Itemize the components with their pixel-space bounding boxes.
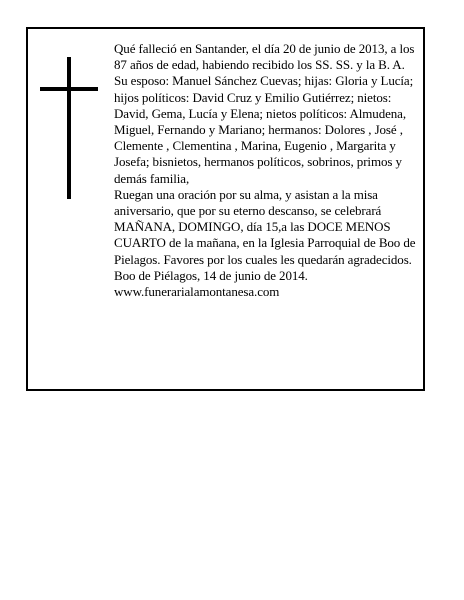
place-date-line: Boo de Piélagos, 14 de junio de 2014.	[114, 267, 308, 283]
death-announcement: Qué falleció en Santander, el día 20 de junio de 2013, a los 87 años de edad, habiendo recibido los SS. SS. y la B. A.	[114, 41, 415, 73]
funeral-home-website: www.funerarialamontanesa.com	[114, 284, 280, 300]
cross-vertical-bar	[67, 57, 71, 199]
notice-text	[114, 41, 420, 300]
obituary-notice	[26, 27, 425, 391]
cross-icon	[40, 57, 98, 199]
mass-invitation: Ruegan una oración por su alma, y asistan a la misa aniversario, que por su eterno descanso, se celebrará MAÑANA, DOMINGO, día 15,a las DOCE MENOS CUARTO de la mañana, en la Iglesia Parroquial de Boo de Pielagos. Favores por los cuales les quedarán agradecidos.	[114, 186, 416, 267]
family-list: Su esposo: Manuel Sánchez Cuevas; hijas: Gloria y Lucía; hijos políticos: David Cruz y Emilio Gutiérrez; nietos: David, Gema, Lucía y Elena; nietos políticos: Almudena, Miguel, Fernando y Mariano; hermanos: Dolores , José , Clemente , Clementina , Marina, Eugenio , Margarita y Josefa; bisnietos, hermanos políticos, sobrinos, primos y demás familia,	[114, 73, 414, 186]
cross-horizontal-bar	[40, 87, 98, 91]
